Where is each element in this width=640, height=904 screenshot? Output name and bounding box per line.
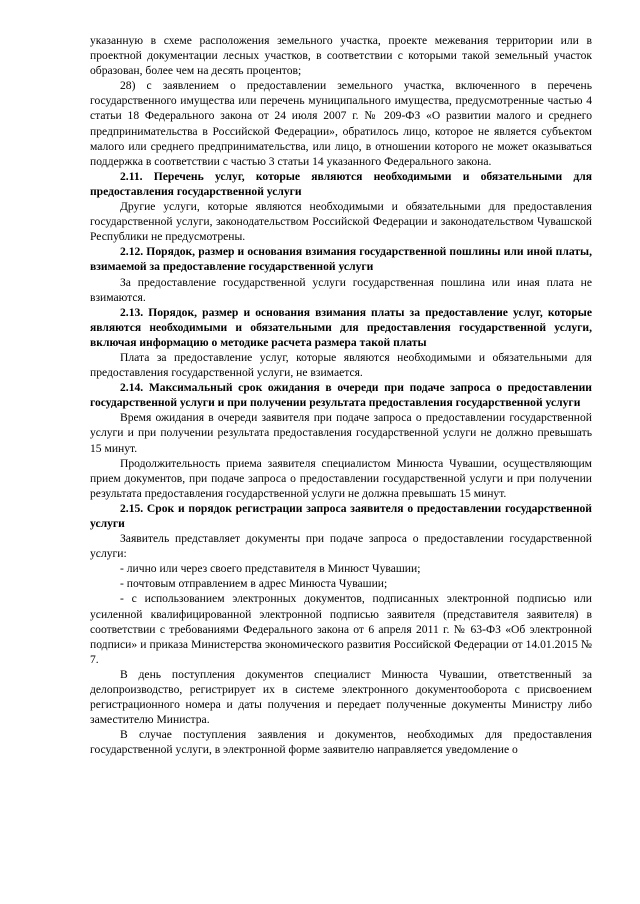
paragraph-item-28: 28) с заявлением о предоставлении земельного участка, включенного в перечень государственного имущества или перечень муниципального имущества, предусмотренные частью 4 статьи 18 Федерального закона от 24 июля 2007 г. № 209-ФЗ «О развитии малого и среднего предпринимательства в Российской Федерации», обратилось лицо, которое не является субъектом малого или среднего предпринимательства, или лицо, в отношении которого не может оказываться поддержка в соответствии с частью 3 статьи 14 указанного Федерального закона. [90, 79, 592, 168]
section-heading-2-12: 2.12. Порядок, размер и основания взимания государственной пошлины или иной платы, взимаемой за предоставление государственной услуги [90, 245, 592, 274]
paragraph: В день поступления документов специалист Минюста Чувашии, ответственный за делопроизводство, регистрирует их в системе электронного документооборота с присвоением регистрационного номера и даты получения и передает полученные документы Министру либо заместителю Министра. [90, 667, 592, 727]
paragraph-continuation: указанную в схеме расположения земельного участка, проекте межевания территории или в проектной документации лесных участков, в соответствии с которыми такой земельный участок образован, более чем на десять процентов; [90, 34, 592, 78]
section-heading-2-14: 2.14. Максимальный срок ожидания в очереди при подаче запроса о предоставлении государственной услуги и при получении результата предоставления государственной услуги [90, 381, 592, 410]
paragraph: Время ожидания в очереди заявителя при подаче запроса о предоставлении государственной услуги и при получении результата предоставления государственной услуги не должно превышать 15 минут. [90, 411, 592, 455]
paragraph: Другие услуги, которые являются необходимыми и обязательными для предоставления государственной услуги, законодательством Российской Федерации и законодательством Чувашской Республики не предусмотрены. [90, 200, 592, 244]
section-heading-2-15: 2.15. Срок и порядок регистрации запроса заявителя о предоставлении государственной услуги [90, 501, 592, 530]
paragraph: Продолжительность приема заявителя специалистом Минюста Чувашии, осуществляющим прием документов, при подаче запроса о предоставлении государственной услуги и при получении результата предоставления государственной услуги не должна превышать 15 минут. [90, 456, 592, 500]
section-heading-2-11: 2.11. Перечень услуг, которые являются необходимыми и обязательными для предоставления государственной услуги [90, 169, 592, 198]
paragraph: Заявитель представляет документы при подаче запроса о предоставлении государственной услуги: [90, 532, 592, 561]
paragraph: В случае поступления заявления и документов, необходимых для предоставления государственной услуги, в электронной форме заявителю направляется уведомление о [90, 728, 592, 757]
list-item: - почтовым отправлением в адрес Минюста Чувашии; [120, 577, 388, 591]
paragraph: За предоставление государственной услуги государственная пошлина или иная плата не взимаются. [90, 275, 592, 304]
list-item: - с использованием электронных документов, подписанных электронной подписью или усиленной квалифицированной электронной подписью заявителя (представителя заявителя) в соответствии с требованиями Федерального закона от 6 апреля 2011 г. № 63-ФЗ «Об электронной подписи» и приказа Министерства экономического развития Российской Федерации от 14.01.2015 № 7. [90, 592, 592, 666]
paragraph: Плата за предоставление услуг, которые являются необходимыми и обязательными для предоставления государственной услуги, не взимается. [90, 350, 592, 380]
list-item: - лично или через своего представителя в Минюст Чувашии; [120, 562, 421, 576]
section-heading-2-13: 2.13. Порядок, размер и основания взимания платы за предоставление услуг, которые являются необходимыми и обязательными для предоставления государственной услуги, включая информацию о методике расчета размера такой платы [90, 305, 592, 349]
